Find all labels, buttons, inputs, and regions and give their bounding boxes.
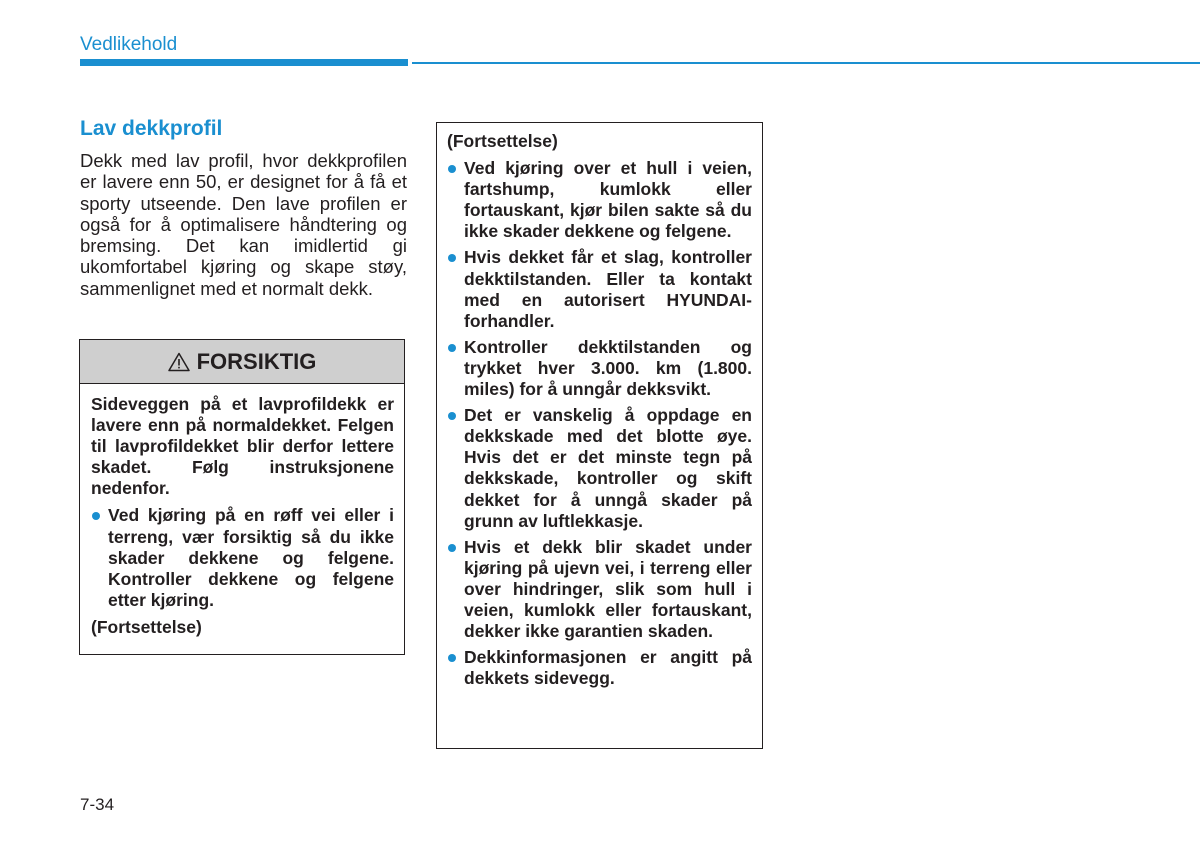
intro-paragraph: Dekk med lav profil, hvor dekkprofilen er lavere enn 50, er designet for å få et sporty utseende. Den lave profilen er også for å optimalisere håndtering og bremsing. Det kan imidlertid gi ukomfortabel kjøring og skape støy, sammenlignet med et normalt dekk. [80,150,407,299]
list-item [447,647,752,689]
caution-text: Sideveggen på et lavprofildekk er lavere enn på normaldekket. Felgen til lavprofildekket blir derfor lettere skadet. Følg instruksjonene nedenfor. [91,394,394,499]
page-number: 7-34 [80,795,115,814]
bullet-dot-icon [448,165,456,173]
bullet-text: Ved kjøring over et hull i veien, fartshump, kumlokk eller fortauskant, kjør bilen sakte så du ikke skader dekkene og felgene. [464,158,752,242]
bullet-text: Hvis dekket får et slag, kontroller dekktilstanden. Eller ta kontakt med en autorisert HYUNDAI-forhandler. [464,247,752,331]
section-title: Lav dekkprofil [80,117,223,140]
bullet-dot-icon [448,254,456,262]
header-rule-thin [412,62,1200,64]
caution-bullet-list [91,505,394,610]
bullet-text: Hvis et dekk blir skadet under kjøring på ujevn vei, i terreng eller over hindringer, slik som hull i veien, kumlokk eller fortauskant, dekker ikke garantien skaden. [464,536,752,642]
list-item [447,405,752,532]
bullet-text: Dekkinformasjonen er angitt på dekkets sidevegg. [464,647,752,689]
continued-label: (Fortsettelse) [91,616,202,637]
continuation-box [436,122,763,749]
bullet-dot-icon [448,412,456,420]
bullet-dot-icon [448,544,456,552]
caution-title: FORSIKTIG [196,348,317,374]
list-item [91,505,394,610]
caution-box [79,339,405,655]
bullet-text: Det er vanskelig å oppdage en dekkskade med det blotte øye. Hvis det er det minste tegn på dekkskade, kontroller og skift dekket for å unngå skader på grunn av luftlekkasje. [464,405,752,531]
list-item [447,537,752,642]
continuation-label: (Fortsettelse) [447,131,558,151]
list-item [447,158,752,242]
bullet-dot-icon [448,344,456,352]
list-item [447,247,752,331]
bullet-dot-icon [448,654,456,662]
warning-triangle-icon [168,352,190,372]
chapter-title: Vedlikehold [80,34,178,55]
header-rule-thick [80,59,408,66]
bullet-text: Ved kjøring på en røff vei eller i terreng, vær forsiktig så du ikke skader dekkene og felgene. Kontroller dekkene og felgene etter kjøring. [108,505,394,610]
caution-header [80,340,404,384]
bullet-dot-icon [92,512,100,520]
caution-body [80,384,404,638]
continuation-bullet-list [447,158,752,689]
bullet-text: Kontroller dekktilstanden og trykket hver 3.000. km (1.800. miles) for å unngår dekksvikt. [464,336,752,400]
list-item [447,337,752,400]
